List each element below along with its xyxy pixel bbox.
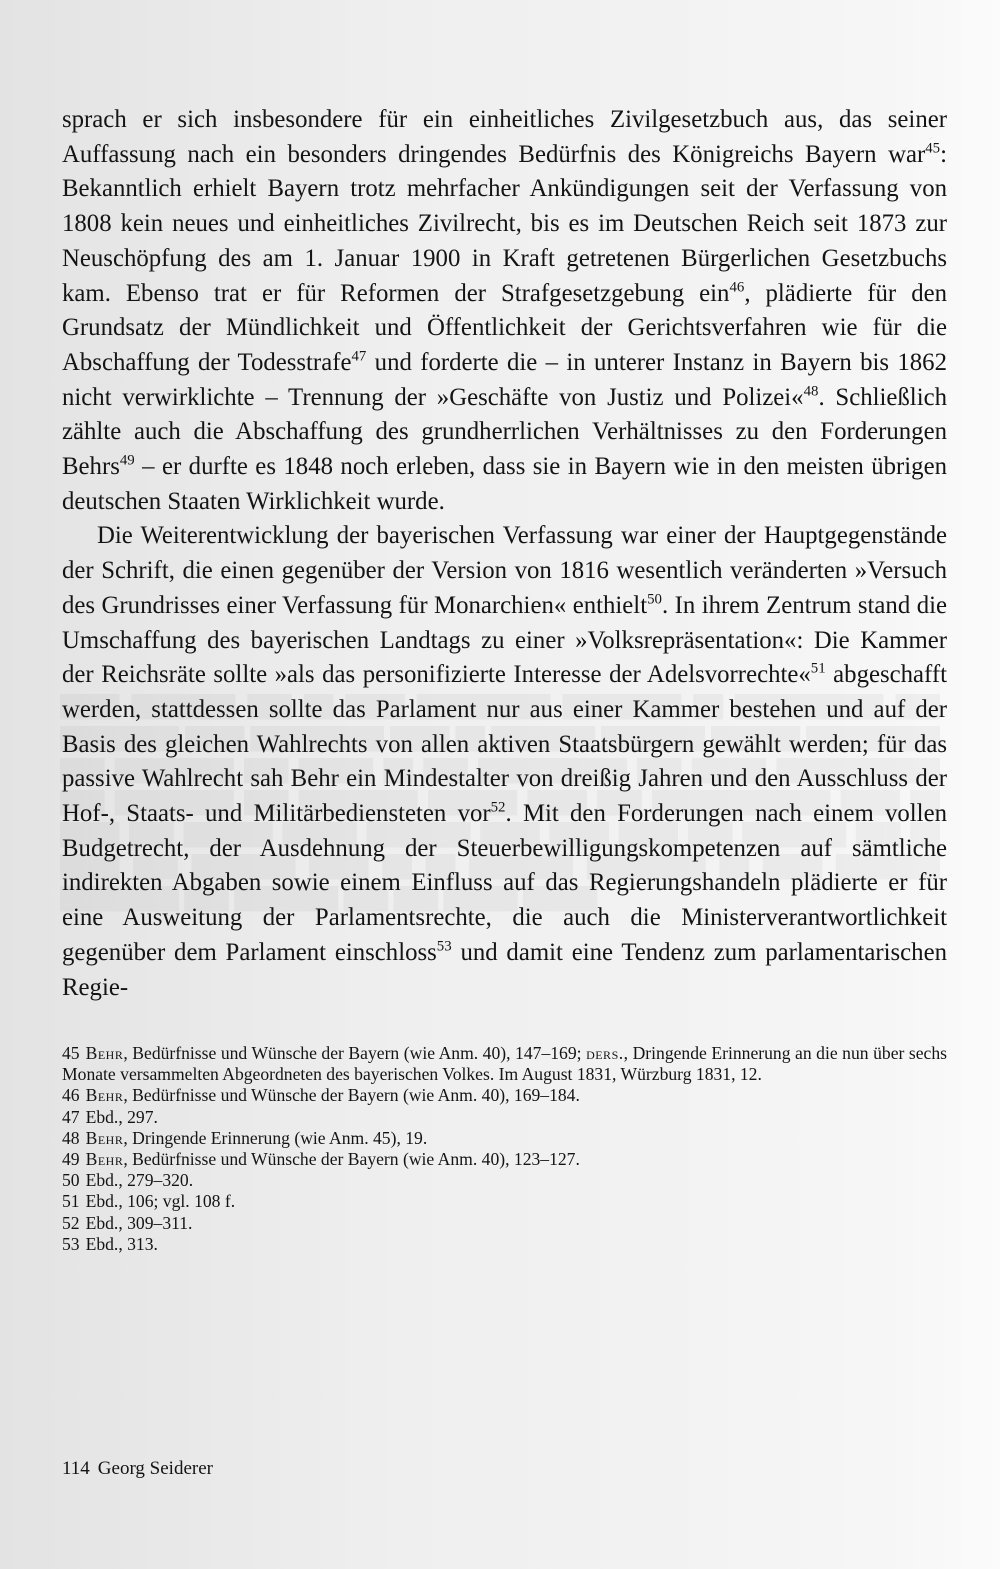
footnote-ref-52[interactable]: 52 (490, 799, 506, 816)
footnote-author: Behr (85, 1043, 124, 1063)
footnote-number: 45 (62, 1043, 80, 1063)
footnote-number: 47 (62, 1106, 80, 1127)
text-run: . Schließlich zählte auch die Abschaffung des grundherrlichen Verhältnisses zu den Forderungen Behrs (62, 383, 947, 481)
footnote-number: 49 (62, 1149, 80, 1170)
text-run: . In ihrem Zentrum stand die Umschaffung des bayerischen Landtags zu einer »Volksrepräsentation«: Die Kammer der Reichsräte sollte »als das personifizierte Interesse der Adelsvorrechte« (62, 591, 947, 689)
footnote-text: , Bedürfnisse und Wünsche der Bayern (wie Anm. 40), 169–184. (123, 1085, 580, 1106)
text-run: : Bekanntlich erhielt Bayern trotz mehrfacher Ankündigungen seit der Verfassung von 1808 kein neues und einheitliches Zivilrecht, bis es im Deutschen Reich seit 1873 zur Neuschöpfung des am 1. Januar 1900 in Kraft getretenen Bürgerlichen Gesetzbuchs kam. Ebenso trat er für Reformen der Strafgesetzgebung ein (62, 140, 947, 307)
footnote-text: , Bedürfnisse und Wünsche der Bayern (wie Anm. 40), 123–127. (123, 1149, 580, 1170)
footnote (62, 1107, 947, 1128)
footnote-ref-46[interactable]: 46 (729, 278, 745, 295)
footnote-number: 52 (62, 1212, 80, 1233)
footnote (62, 1234, 947, 1255)
text-run: . Mit den Forderungen nach einem vollen Budgetrecht, der Ausdehnung der Steuerbewilligungskompetenzen auf sämtliche indirekten Abgaben sowie einem Einfluss auf das Regierungshandeln plädierte er für eine Ausweitung der Parlamentsrechte, die auch die Ministerverantwortlichkeit gegenüber dem Parlament einschloss (62, 800, 947, 966)
text-run: Die Weiterentwicklung der bayerischen Verfassung war einer der Hauptgegenstände der Schrift, die einen gegenüber der Version von 1816 wesentlich veränderten »Versuch des Grundrisses einer Verfassung für Monarchien« enthielt (62, 522, 947, 619)
footnote-text: , Dringende Erinnerung (wie Anm. 45), 19. (123, 1127, 428, 1148)
footnote (62, 1149, 947, 1170)
page-number: 114 (62, 1458, 90, 1479)
footnote-number: 51 (62, 1191, 80, 1212)
text-run: – er durfte es 1848 noch erleben, dass sie in Bayern wie in den meisten übrigen deutschen Staaten Wirklichkeit wurde. (62, 453, 947, 515)
footnote-ref-51[interactable]: 51 (810, 660, 826, 677)
footnote (62, 1191, 947, 1212)
footnote (62, 1213, 947, 1234)
text-run: und forderte die – in unterer Instanz in Bayern bis 1862 nicht verwirklichte – Trennung der »Geschäfte von Justiz und Polizei« (62, 348, 947, 411)
footnote-text: Ebd., 313. (85, 1233, 158, 1254)
footnote (62, 1170, 947, 1191)
footnote-ref-50[interactable]: 50 (647, 591, 662, 608)
paragraph-1 (62, 103, 947, 519)
footnote (62, 1043, 947, 1085)
footnote-ref-49[interactable]: 49 (119, 452, 135, 469)
footnote-author: Behr (85, 1127, 124, 1148)
footnote-ref-48[interactable]: 48 (803, 382, 819, 399)
footnote-text: Ebd., 106; vgl. 108 f. (85, 1191, 236, 1212)
page-footer (62, 1457, 213, 1481)
footnote-text: , Bedürfnisse und Wünsche der Bayern (wie Anm. 40), 147–169; (123, 1043, 587, 1063)
footnote-number: 50 (62, 1170, 80, 1191)
paragraph-2 (62, 519, 947, 1005)
footnote (62, 1085, 947, 1106)
footnote-ref-47[interactable]: 47 (351, 348, 367, 365)
main-text (62, 103, 947, 1005)
footnote-ref-53[interactable]: 53 (436, 938, 452, 955)
running-head: Georg Seiderer (97, 1458, 213, 1479)
text-run: abgeschafft werden, stattdessen sollte das Parlament nur aus einer Kammer bestehen und auf der Basis des gleichen Wahlrechts von allen aktiven Staatsbürgern gewählt werden; für das passive Wahlrecht sah Behr ein Mindestalter von dreißig Jahren und den Ausschluss der Hof-, Staats- und Militärbediensteten vor (62, 661, 947, 828)
footnote-number: 53 (62, 1233, 80, 1254)
footnote-text: Ebd., 297. (85, 1106, 158, 1127)
footnote (62, 1128, 947, 1149)
footnote-ref-45[interactable]: 45 (925, 140, 941, 157)
footnote-author: Behr (85, 1149, 124, 1170)
text-run: und damit eine Tendenz zum parlamentarischen Regie- (62, 938, 947, 1001)
footnote-number: 48 (62, 1127, 80, 1148)
footnotes (62, 1043, 947, 1255)
footnote-text: Ebd., 279–320. (85, 1170, 194, 1191)
footnote-author: ders. (586, 1043, 624, 1063)
text-run: , plädierte für den Grundsatz der Mündlichkeit und Öffentlichkeit der Gerichtsverfahren wie für die Abschaffung der Todesstrafe (62, 279, 947, 376)
text-run: sprach er sich insbesondere für ein einheitliches Zivilgesetzbuch aus, das seiner Auffassung nach ein besonders dringendes Bedürfnis des Königreichs Bayern war (62, 106, 947, 168)
footnote-number: 46 (62, 1085, 80, 1106)
footnote-text: , Dringende Erinnerung an die nun über sechs Monate versammelten Abgeordneten des bayerischen Volkes. Im August 1831, Würzburg 1831, 12. (62, 1043, 947, 1085)
footnote-author: Behr (85, 1085, 124, 1106)
footnote-text: Ebd., 309–311. (85, 1212, 193, 1233)
